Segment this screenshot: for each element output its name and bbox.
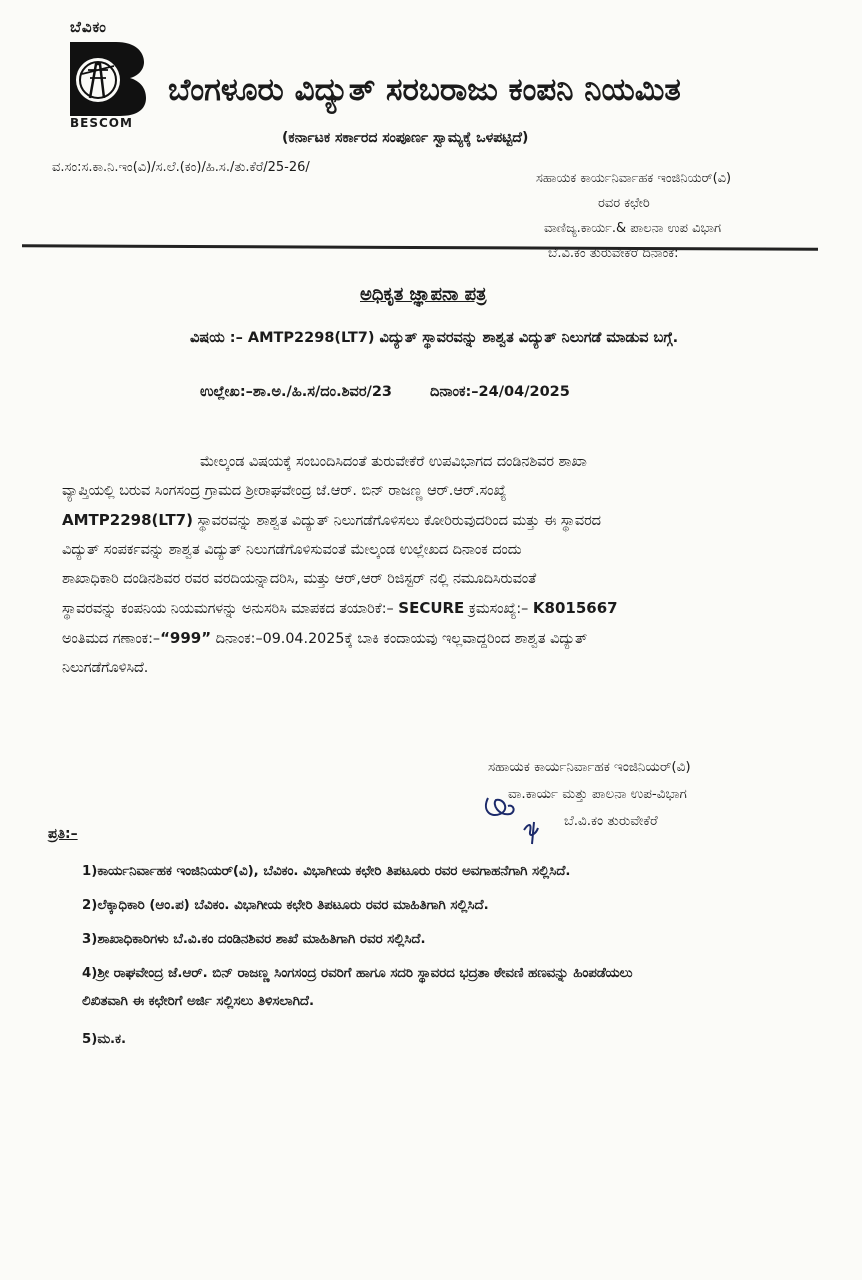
handwritten-signature-icon (480, 784, 560, 848)
body-line: ಮೇಲ್ಕಂಡ ವಿಷಯಕ್ಕೆ ಸಂಬಂದಿಸಿದಂತೆ ತುರುವೇಕೆರೆ ಉಪವಿಭಾಗದ ದಂಡಿನಶಿವರ ಶಾಖಾ (200, 454, 587, 470)
logo-top-text: ಬೆವಿಕಂ (70, 18, 107, 36)
organization-name: ಬೆಂಗಳೂರು ವಿದ್ಯುತ್ ಸರಬರಾಜು ಕಂಪನಿ ನಿಯಮಿತ (168, 72, 681, 108)
copy-item: 4)ಶ್ರೀ ರಾಘವೇಂದ್ರ ಜೆ.ಆರ್. ಬಿನ್ ರಾಜಣ್ಣ ಸಿಂಗಸಂದ್ರ ರವರಿಗೆ ಹಾಗೂ ಸದರಿ ಸ್ಥಾವರದ ಭದ್ರತಾ ಠೇವಣಿ ಹಣವನ್ನು ಹಿಂಪಡೆಯಲು (82, 966, 633, 981)
signature-line: ಬೆ.ವಿ.ಕಂ ತುರುವೇಕೆರೆ (564, 813, 658, 829)
copy-item: 1)ಕಾರ್ಯನಿರ್ವಾಹಕ ಇಂಜಿನಿಯರ್(ವಿ), ಬೆವಿಕಂ. ವಿಭಾಗೀಯ ಕಛೇರಿ ತಿಪಟೂರು ರವರ ಅವಗಾಹನೆಗಾಗಿ ಸಲ್ಲಿಸಿದೆ. (82, 864, 571, 879)
body-line (62, 624, 818, 654)
body-text: ದಿನಾಂಕ:–09.04.2025ಕ್ಕೆ ಬಾಕಿ ಕಂದಾಯವು ಇಲ್ಲವಾದ್ದರಿಂದ ಶಾಶ್ವತ ವಿದ್ಯುತ್ (215, 631, 588, 647)
office-line: ಬೆ.ವಿ.ಕಂ ತುರುವೇಕೆರೆ ದಿನಾಂಕ: (548, 246, 679, 261)
reference-line (200, 384, 570, 400)
body-line (62, 594, 818, 624)
body-text: ಸ್ಥಾವರವನ್ನು ಕಂಪನಿಯ ನಿಯಮಗಳನ್ನು ಅನುಸರಿಸಿ ಮಾಪಕದ ತಯಾರಿಕೆ:– (62, 601, 394, 617)
meter-serial: K8015667 (532, 599, 618, 617)
signature-line: ಸಹಾಯಕ ಕಾರ್ಯನಿರ್ವಾಹಕ ಇಂಜಿನಿಯರ್(ವಿ) (488, 759, 691, 775)
subject-line: ವಿಷಯ :– AMTP2298(LT7) ವಿದ್ಯುತ್ ಸ್ಥಾವರವನ್ನು ಶಾಶ್ವತ ವಿದ್ಯುತ್ ನಿಲುಗಡೆ ಮಾಡುವ ಬಗ್ಗೆ. (190, 330, 679, 346)
reference-date: ದಿನಾಂಕ:–24/04/2025 (430, 384, 570, 400)
bescom-b-icon (68, 40, 148, 118)
office-line: ಸಹಾಯಕ ಕಾರ್ಯನಿರ್ವಾಹಕ ಇಂಜಿನಿಯರ್(ವಿ) (536, 171, 732, 186)
office-line: ರವರ ಕಛೇರಿ (598, 196, 650, 211)
final-reading: “999” (160, 629, 212, 647)
office-line: ವಾಣಿಜ್ಯ.ಕಾರ್ಯ.& ಪಾಲನಾ ಉಪ ವಿಭಾಗ (544, 221, 721, 236)
body-line: ವ್ಯಾಪ್ತಿಯಲ್ಲಿ ಬರುವ ಸಿಂಗಸಂದ್ರ ಗ್ರಾಮದ ಶ್ರೀರಾಘವೇಂದ್ರ ಜೆ.ಆರ್. ಬಿನ್ ರಾಜಣ್ಣ ಆರ್.ಆರ್.ಸಂಖ್ಯೆ (62, 483, 507, 499)
reference-text: ಉಲ್ಲೇಖ:–ಶಾ.ಅ./ಹಿ.ಸ/ದಂ.ಶಿವರ/23 (200, 384, 393, 400)
copy-item: 3)ಶಾಖಾಧಿಕಾರಿಗಳು ಬೆ.ವಿ.ಕಂ ದಂಡಿನಶಿವರ ಶಾಖೆ ಮಾಹಿತಿಗಾಗಿ ರವರ ಸಲ್ಲಿಸಿದೆ. (82, 932, 426, 947)
meter-make: SECURE (398, 599, 465, 617)
body-line (62, 506, 818, 536)
body-line: ಶಾಖಾಧಿಕಾರಿ ದಂಡಿನಶಿವರ ರವರ ವರದಿಯನ್ನಾದರಿಸಿ, ಮತ್ತು ಆರ್,ಆರ್ ರಿಜಿಸ್ಟರ್ ನಲ್ಲಿ ನಮೂದಿಸಿರುವಂತೆ (62, 571, 537, 587)
logo-bottom-text: BESCOM (70, 116, 133, 130)
body-line: ನಿಲುಗಡೆಗೊಳಿಸಿದೆ. (62, 660, 149, 676)
reference-number: ವ.ಸಂ:ಸ.ಕಾ.ನಿ.ಇಂ(ವಿ)/ಸ.ಲೆ.(ಕಂ)/ಹಿ.ಸ./ತು.ಕೆರೆ/25-26/ (52, 160, 310, 175)
body-text: ಸ್ಥಾವರವನ್ನು ಶಾಶ್ವತ ವಿದ್ಯುತ್ ನಿಲುಗಡೆಗೊಳಿಸಲು ಕೋರಿರುವುದರಿಂದ ಮತ್ತು ಈ ಸ್ಥಾವರದ (197, 513, 601, 529)
copies-heading: ಪ್ರತಿ:– (48, 826, 78, 842)
signature-line: ವಾ.ಕಾರ್ಯ ಮತ್ತು ಪಾಲನಾ ಉಪ-ವಿಭಾಗ (508, 786, 687, 802)
body-paragraph (62, 448, 818, 683)
body-text: ಅಂತಿಮದ ಗಣಾಂಕ:– (62, 631, 161, 647)
bescom-logo (64, 18, 150, 136)
copies-list (82, 858, 846, 1054)
body-line: ವಿದ್ಯುತ್ ಸಂಪರ್ಕವನ್ನು ಶಾಶ್ವತ ವಿದ್ಯುತ್ ನಿಲುಗಡೆಗೊಳಿಸುವಂತೆ ಮೇಲ್ಕಂಡ ಉಲ್ಲೇಖದ ದಿನಾಂಕ ದಂದು (62, 542, 522, 558)
copy-item: 2)ಲೆಕ್ಕಾಧಿಕಾರಿ (ಆಂ.ಪ) ಬೆವಿಕಂ. ವಿಭಾಗೀಯ ಕಛೇರಿ ತಿಪಟೂರು ರವರ ಮಾಹಿತಿಗಾಗಿ ಸಲ್ಲಿಸಿದೆ. (82, 898, 489, 913)
copy-item: 5)ಮ.ಕ. (82, 1032, 127, 1047)
document-title: ಅಧಿಕೃತ ಜ್ಞಾಪನಾ ಪತ್ರ (360, 284, 487, 305)
rr-number: AMTP2298(LT7) (62, 511, 193, 529)
body-text: ಕ್ರಮಸಂಖ್ಯೆ:– (468, 601, 529, 617)
office-address (536, 166, 731, 266)
copy-item: ಲಿಖಿತವಾಗಿ ಈ ಕಛೇರಿಗೆ ಅರ್ಜಿ ಸಲ್ಲಿಸಲು ತಿಳಿಸಲಾಗಿದೆ. (82, 994, 315, 1009)
organization-subtitle: (ಕರ್ನಾಟಕ ಸರ್ಕಾರದ ಸಂಪೂರ್ಣ ಸ್ವಾಮ್ಯಕ್ಕೆ ಒಳಪಟ್ಟಿದೆ) (282, 130, 529, 146)
